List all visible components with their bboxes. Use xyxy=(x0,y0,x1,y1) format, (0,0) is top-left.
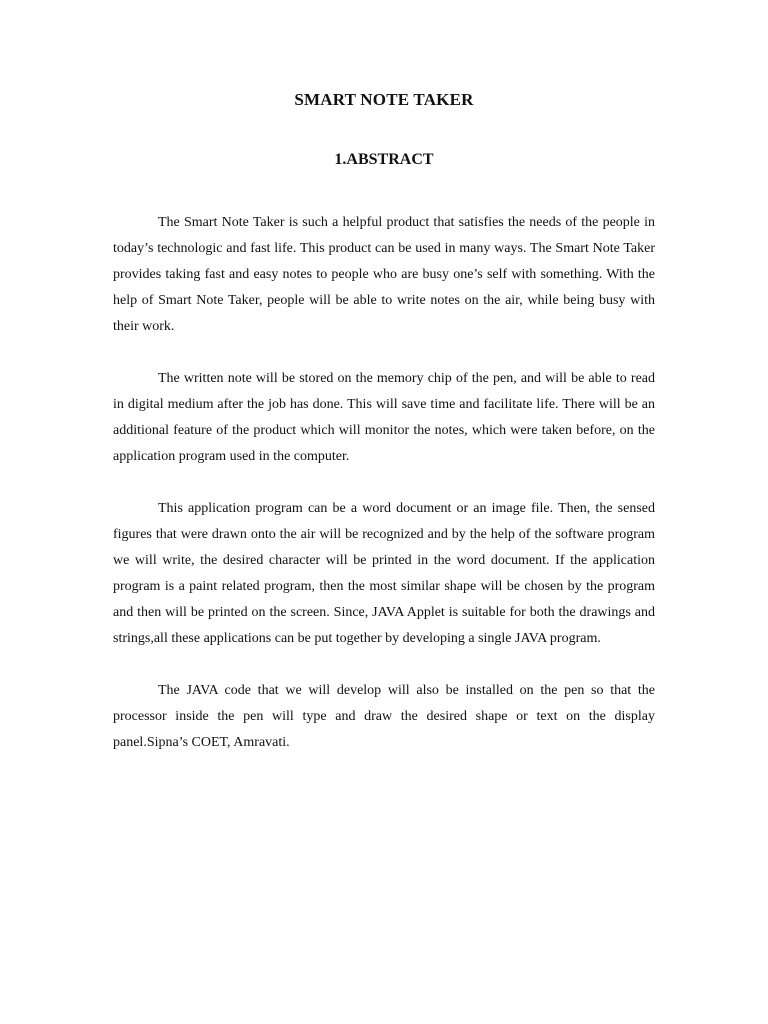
paragraph: This application program can be a word document or an image file. Then, the sensed figures that were drawn onto the air will be recognized and by the help of the software program we will write, the desired character will be printed in the word document. If the application program is a paint related program, then the most similar shape will be chosen by the program and then will be printed on the screen. Since, JAVA Applet is suitable for both the drawings and strings,all these applications can be put together by developing a single JAVA program. xyxy=(113,501,655,646)
paragraph: The JAVA code that we will develop will also be installed on the pen so that the processor inside the pen will type and draw the desired shape or text on the display panel.Sipna’s COET, Amravati. xyxy=(113,683,655,750)
document-body xyxy=(113,210,655,782)
document-title: SMART NOTE TAKER xyxy=(294,90,474,109)
paragraph: The Smart Note Taker is such a helpful product that satisfies the needs of the people in today’s technologic and fast life. This product can be used in many ways. The Smart Note Taker provides taking fast and easy notes to people who are busy one’s self with something. With the help of Smart Note Taker, people will be able to write notes on the air, while being busy with their work. xyxy=(113,215,655,334)
section-heading: 1.ABSTRACT xyxy=(334,151,434,168)
paragraph: The written note will be stored on the memory chip of the pen, and will be able to read in digital medium after the job has done. This will save time and facilitate life. There will be an additional feature of the product which will monitor the notes, which were taken before, on the application program used in the computer. xyxy=(113,371,655,464)
